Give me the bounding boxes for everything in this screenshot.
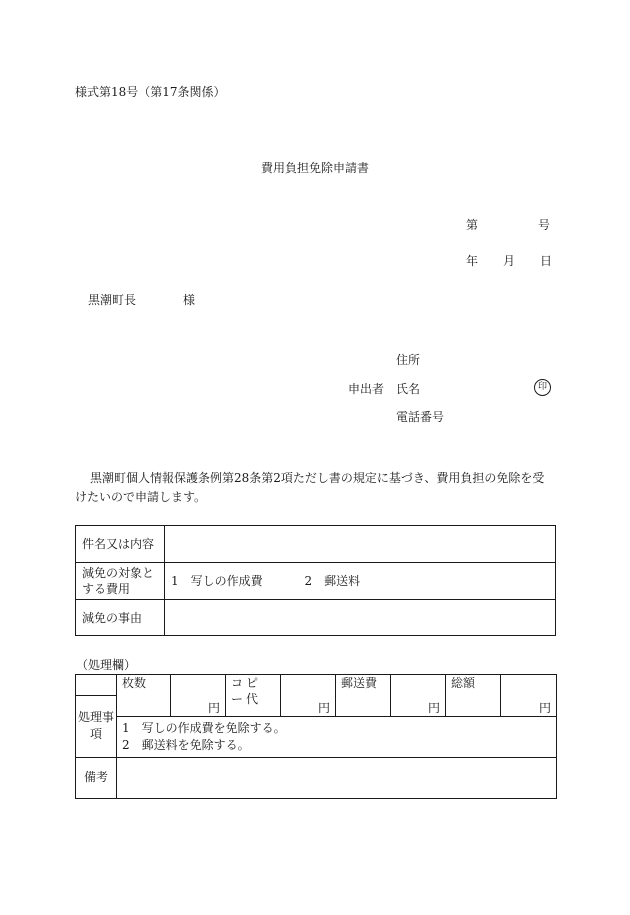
processing-options [117, 716, 557, 757]
subject-row [76, 526, 556, 563]
count-label: 枚数 [117, 675, 171, 696]
postage-yen: 円 [391, 696, 446, 717]
remarks-label: 備考 [76, 757, 117, 798]
processing-option-copy[interactable]: 1 写しの作成費を免除する。 [122, 720, 286, 735]
name-label: 氏名 [396, 382, 421, 396]
processing-section-label: 処理事項 [76, 696, 117, 758]
seal-icon: 印 [534, 379, 551, 396]
target-label: 減免の対象とする費用 [76, 563, 165, 600]
postage-label: 郵送費 [336, 675, 391, 696]
reason-field[interactable] [165, 600, 556, 636]
reason-label: 減免の事由 [76, 600, 165, 636]
date-year-label: 年 [466, 254, 479, 268]
processing-header-top [76, 675, 117, 696]
total-label: 総額 [446, 675, 501, 696]
total-stub [446, 696, 501, 717]
request-table [75, 525, 556, 636]
count-value[interactable] [171, 675, 226, 696]
page-title: 費用負担免除申請書 [260, 161, 369, 175]
subject-label: 件名又は内容 [76, 526, 165, 563]
count-stub [117, 696, 171, 717]
addressee-name: 黒潮町長 [88, 293, 137, 307]
total-value[interactable] [501, 675, 557, 696]
subject-field[interactable] [165, 526, 556, 563]
copy-fee-yen: 円 [281, 696, 336, 717]
reason-row [76, 600, 556, 636]
target-option-copy[interactable]: 1 写しの作成費 [171, 574, 263, 588]
copy-fee-label: コピー代 [226, 675, 281, 717]
doc-number-suffix: 号 [538, 218, 551, 232]
target-options [165, 563, 556, 600]
applicant-label: 申出者 [348, 382, 385, 396]
date-day-label: 日 [540, 254, 553, 268]
postage-stub [336, 696, 391, 717]
copy-fee-value[interactable] [281, 675, 336, 696]
request-statement: 黒潮町個人情報保護条例第28条第2項ただし書の規定に基づき、費用負担の免除を受けたいので申請します。 [75, 471, 545, 504]
processing-table [75, 674, 557, 799]
date-month-label: 月 [503, 254, 516, 268]
count-yen: 円 [171, 696, 226, 717]
processing-caption: （処理欄） [76, 658, 137, 672]
form-number: 様式第18号（第17条関係） [75, 85, 226, 99]
postage-value[interactable] [391, 675, 446, 696]
phone-label: 電話番号 [396, 410, 445, 424]
target-option-postage[interactable]: 2 郵送料 [304, 574, 361, 588]
remarks-field[interactable] [117, 757, 557, 798]
address-label: 住所 [396, 353, 421, 367]
target-row [76, 563, 556, 600]
addressee-honorific: 様 [183, 293, 196, 307]
total-yen: 円 [501, 696, 557, 717]
processing-option-postage[interactable]: 2 郵送料を免除する。 [122, 737, 250, 752]
doc-number-prefix: 第 [466, 218, 479, 232]
